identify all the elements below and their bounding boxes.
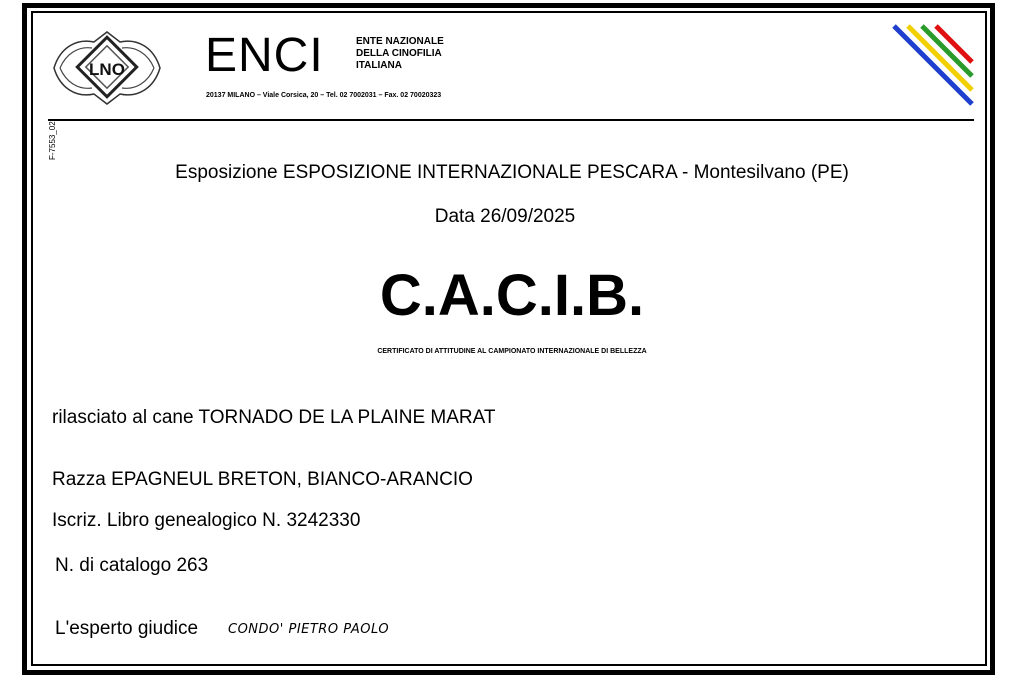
org-acronym: ENCI xyxy=(205,29,324,82)
registry-field: Iscriz. Libro genealogico N. 3242330 xyxy=(52,510,361,531)
certificate-subtitle: CERTIFICATO DI ATTITUDINE AL CAMPIONATO INTERNAZIONALE DI BELLEZZA xyxy=(377,348,647,355)
form-code: F-7553_02 xyxy=(48,121,57,160)
org-name-line: ENTE NAZIONALE xyxy=(356,36,444,47)
org-name-line: DELLA CINOFILIA xyxy=(356,48,442,59)
logo-lettering: LNO xyxy=(89,60,125,79)
org-name-line: ITALIANA xyxy=(356,60,402,71)
color-stripes-decoration xyxy=(890,22,976,108)
catalog-number-field: N. di catalogo 263 xyxy=(55,555,209,576)
judge-name: CONDO' PIETRO PAOLO xyxy=(228,622,390,637)
dog-name-field: rilasciato al cane TORNADO DE LA PLAINE MARAT xyxy=(52,407,496,428)
org-full-name xyxy=(356,36,476,72)
header-divider xyxy=(48,119,974,121)
org-address: 20137 MILANO – Viale Corsica, 20 – Tel. 02 7002031 – Fax. 02 70020323 xyxy=(206,92,442,99)
certificate-title: C.A.C.I.B. xyxy=(379,263,645,328)
exhibition-date: Data 26/09/2025 xyxy=(434,206,576,227)
breed-field: Razza EPAGNEUL BRETON, BIANCO-ARANCIO xyxy=(52,469,473,490)
exhibition-title: Esposizione ESPOSIZIONE INTERNAZIONALE PESCARA - Montesilvano (PE) xyxy=(175,162,849,183)
enci-logo xyxy=(46,26,168,110)
stripe-yellow xyxy=(908,26,972,90)
judge-label: L'esperto giudice xyxy=(55,618,199,639)
